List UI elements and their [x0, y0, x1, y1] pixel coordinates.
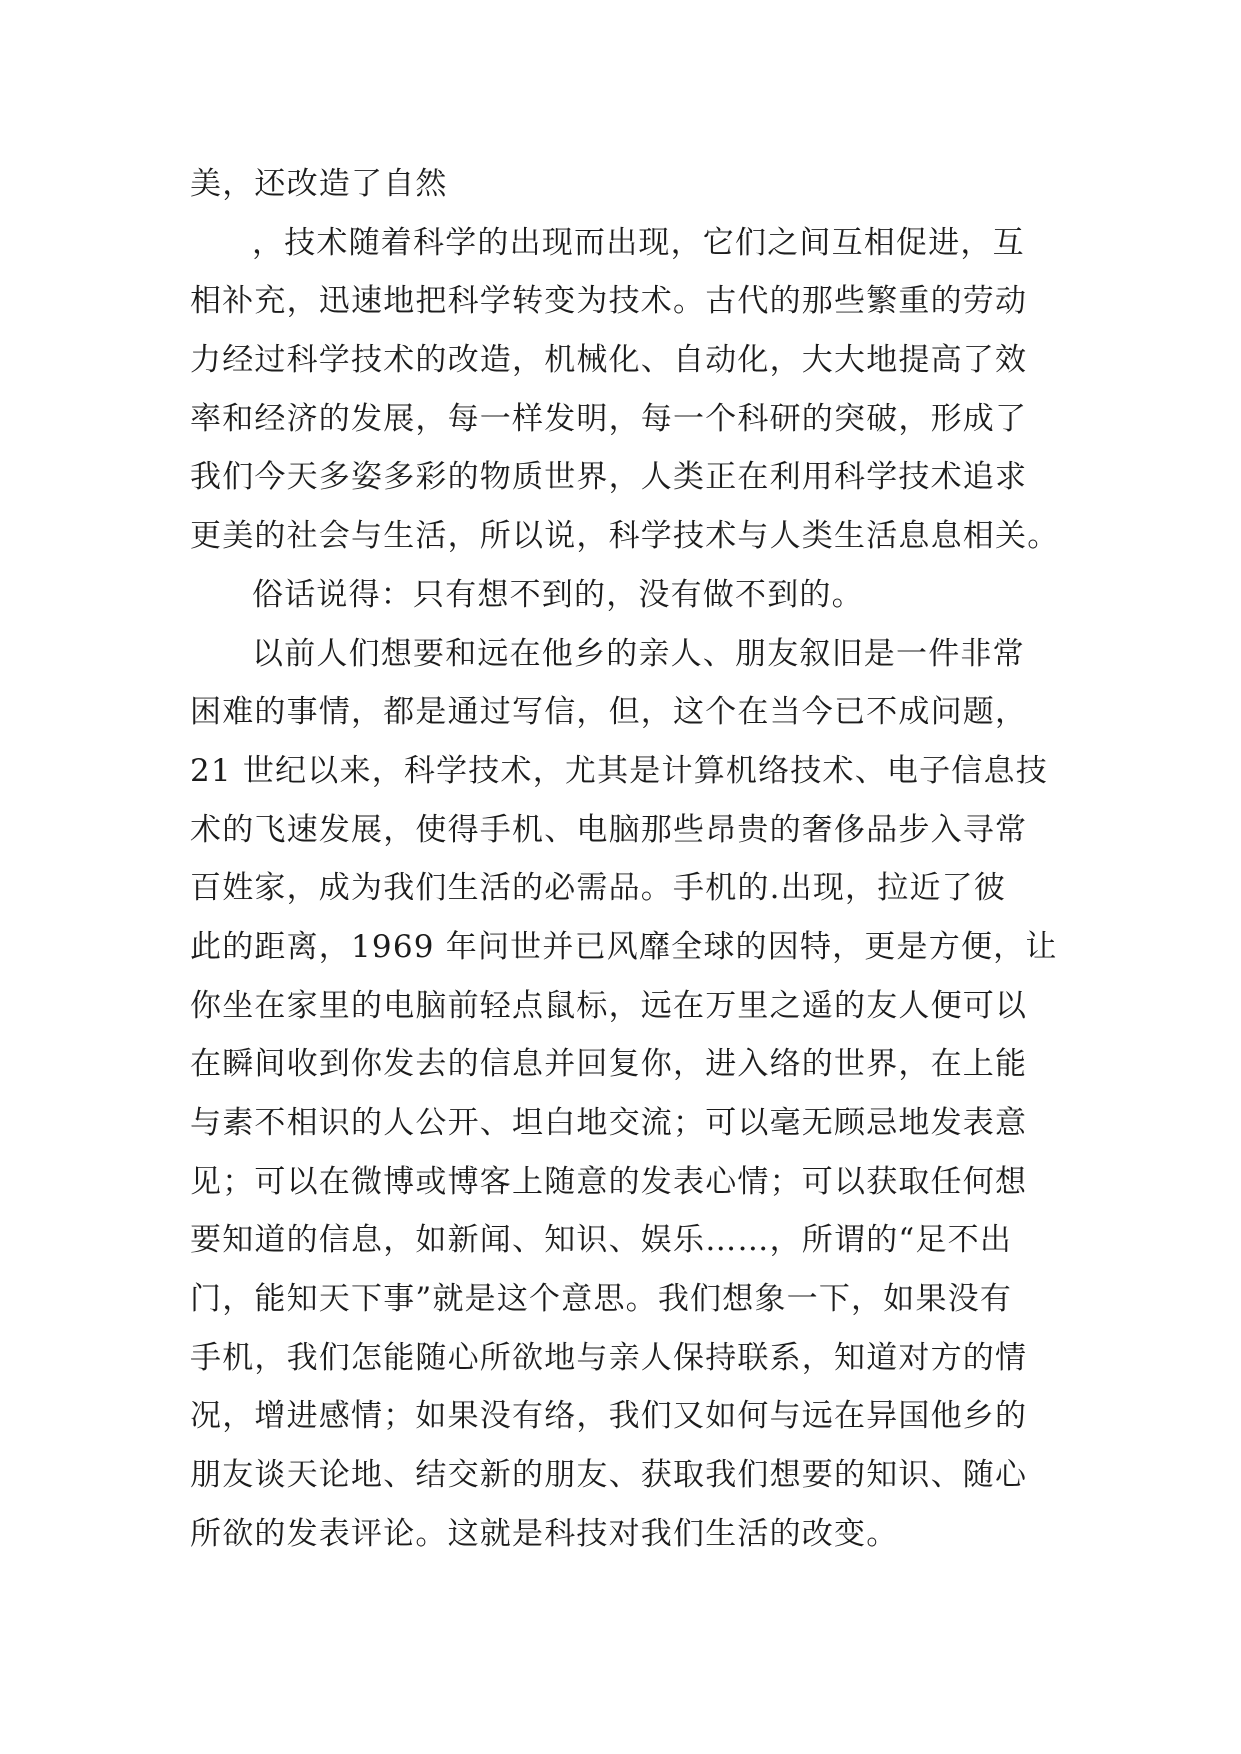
text-line: 更美的社会与生活，所以说，科学技术与人类生活息息相关。	[190, 518, 1060, 555]
text-line: 门，能知天下事”就是这个意思。我们想象一下，如果没有	[190, 1281, 1013, 1318]
text-line: 百姓家，成为我们生活的必需品。手机的.出现，拉近了彼	[190, 870, 1007, 907]
text-line: 况，增进感情；如果没有络，我们又如何与远在异国他乡的	[190, 1398, 1028, 1435]
text-line: 此的距离，1969 年问世并已风靡全球的因特，更是方便，让	[190, 928, 1058, 965]
text-line: 在瞬间收到你发去的信息并回复你，进入络的世界，在上能	[190, 1046, 1028, 1083]
text-line: 见；可以在微博或博客上随意的发表心情；可以获取任何想	[190, 1163, 1028, 1200]
text-line: ，技术随着科学的出现而出现，它们之间互相促进，互	[252, 224, 1025, 261]
body-text	[190, 155, 1070, 1564]
text-line: 与素不相识的人公开、坦白地交流；可以毫无顾忌地发表意	[190, 1105, 1028, 1141]
text-line: 相补充，迅速地把科学转变为技术。古代的那些繁重的劳动	[190, 283, 1028, 320]
text-line: 以前人们想要和远在他乡的亲人、朋友叙旧是一件非常	[252, 635, 1025, 672]
text-line: 所欲的发表评论。这就是科技对我们生活的改变。	[190, 1515, 899, 1552]
text-line: 率和经济的发展，每一样发明，每一个科研的突破，形成了	[190, 400, 1028, 437]
text-line: 困难的事情，都是通过写信，但，这个在当今已不成问题，	[190, 694, 1028, 731]
text-line: 朋友谈天论地、结交新的朋友、获取我们想要的知识、随心	[190, 1457, 1028, 1494]
text-line: 你坐在家里的电脑前轻点鼠标，远在万里之遥的友人便可以	[190, 987, 1028, 1024]
text-line: 21 世纪以来，科学技术，尤其是计算机络技术、电子信息技	[190, 752, 1048, 789]
text-line: 俗话说得：只有想不到的，没有做不到的。	[252, 576, 864, 613]
text-line: 美，还改造了自然	[190, 166, 448, 202]
text-line: 手机，我们怎能随心所欲地与亲人保持联系，知道对方的情	[190, 1339, 1028, 1376]
text-line: 我们今天多姿多彩的物质世界，人类正在利用科学技术追求	[190, 459, 1028, 496]
text-line: 力经过科学技术的改造，机械化、自动化，大大地提高了效	[190, 342, 1028, 379]
text-line: 术的飞速发展，使得手机、电脑那些昂贵的奢侈品步入寻常	[190, 811, 1028, 848]
text-line: 要知道的信息，如新闻、知识、娱乐……，所谓的“足不出	[190, 1222, 1013, 1259]
